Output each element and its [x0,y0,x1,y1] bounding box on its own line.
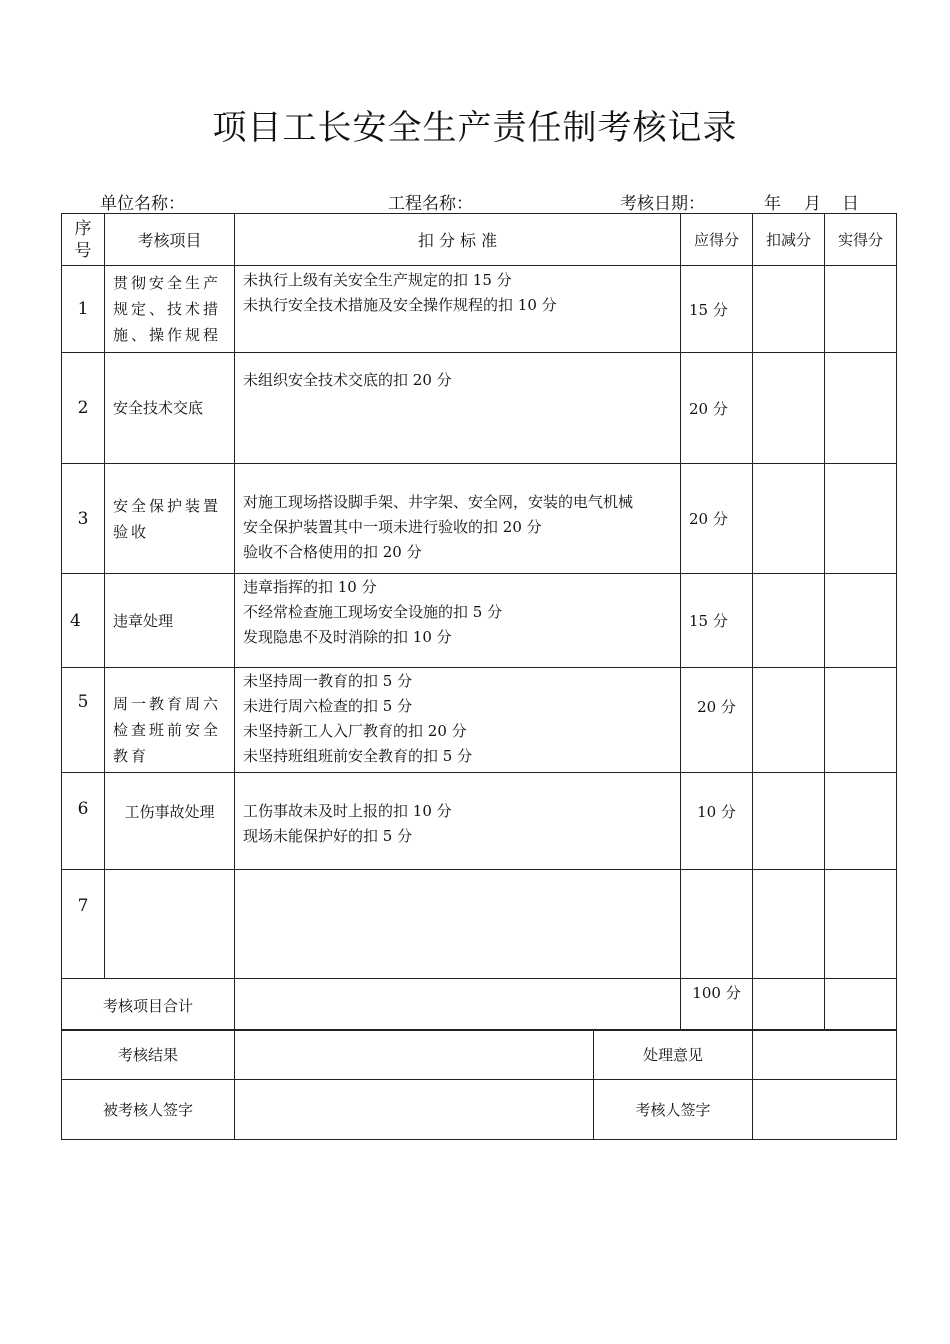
row-seq: 7 [62,870,105,979]
header-criteria: 扣 分 标 准 [235,214,681,266]
signature-row [62,1080,897,1140]
table-row [62,773,897,870]
header-actual-score: 实得分 [825,214,897,266]
row-actual-score[interactable] [825,353,897,464]
row-item: 安全技术交底 [105,353,235,464]
table-row [62,353,897,464]
row-criteria: 未执行上级有关安全生产规定的扣 15 分 未执行安全技术措施及安全操作规程的扣 10 分 [235,266,681,353]
opinion-label: 处理意见 [594,1030,753,1080]
table-row [62,870,897,979]
total-label: 考核项目合计 [62,979,235,1031]
examinee-signature-label: 被考核人签字 [62,1080,235,1140]
date-year: 年 [764,194,781,214]
unit-name-label: 单位名称： [100,194,185,214]
row-due-score[interactable] [681,870,753,979]
date-month: 月 [804,194,821,214]
date-day: 日 [842,194,859,214]
examiner-signature-value[interactable] [753,1080,897,1140]
row-deduct-score[interactable] [753,574,825,668]
row-due-score: 20 分 [681,353,753,464]
row-criteria: 工伤事故未及时上报的扣 10 分 现场未能保护好的扣 5 分 [235,773,681,870]
row-item[interactable] [105,870,235,979]
row-actual-score[interactable] [825,574,897,668]
total-actual-cell[interactable] [825,979,897,1031]
result-value[interactable] [235,1030,594,1080]
row-deduct-score[interactable] [753,870,825,979]
row-actual-score[interactable] [825,773,897,870]
row-actual-score[interactable] [825,870,897,979]
assessment-table [61,213,897,1031]
row-deduct-score[interactable] [753,668,825,773]
row-seq: 2 [62,353,105,464]
result-label: 考核结果 [62,1030,235,1080]
table-row [62,574,897,668]
table-row [62,464,897,574]
header-deduct-score: 扣减分 [753,214,825,266]
header-due-score: 应得分 [681,214,753,266]
result-row [62,1030,897,1080]
row-seq: 1 [62,266,105,353]
row-actual-score[interactable] [825,464,897,574]
table-row [62,668,897,773]
header-seq: 序 号 [62,214,105,266]
row-due-score: 20 分 [681,464,753,574]
row-seq: 3 [62,464,105,574]
row-seq: 5 [62,668,105,773]
table-row [62,266,897,353]
total-deduct-cell[interactable] [753,979,825,1031]
project-name-label: 工程名称： [388,194,473,214]
examiner-signature-label: 考核人签字 [594,1080,753,1140]
row-due-score: 15 分 [681,266,753,353]
row-due-score: 15 分 [681,574,753,668]
row-deduct-score[interactable] [753,266,825,353]
examinee-signature-value[interactable] [235,1080,594,1140]
row-due-score: 10 分 [681,773,753,870]
row-actual-score[interactable] [825,266,897,353]
row-item: 周一教育周六检查班前安全教育 [105,668,235,773]
row-criteria: 未坚持周一教育的扣 5 分 未进行周六检查的扣 5 分 未坚持新工人入厂教育的扣 20 分 未坚持班组班前安全教育的扣 5 分 [235,668,681,773]
total-score: 100 分 [681,979,753,1031]
assessment-date-label: 考核日期： [620,194,705,214]
row-seq: 4 [62,574,105,668]
row-item: 安全保护装置验收 [105,464,235,574]
row-due-score: 20 分 [681,668,753,773]
table-header-row [62,214,897,266]
opinion-value[interactable] [753,1030,897,1080]
header-item: 考核项目 [105,214,235,266]
row-criteria[interactable] [235,870,681,979]
result-table [61,1029,897,1140]
row-item: 违章处理 [105,574,235,668]
total-row [62,979,897,1031]
row-item: 工伤事故处理 [105,773,235,870]
total-criteria-cell[interactable] [235,979,681,1031]
row-deduct-score[interactable] [753,464,825,574]
row-criteria: 对施工现场搭设脚手架、井字架、安全网，安装的电气机械 安全保护装置其中一项未进行验收的扣 20 分 验收不合格使用的扣 20 分 [235,464,681,574]
row-actual-score[interactable] [825,668,897,773]
row-seq: 6 [62,773,105,870]
row-criteria: 违章指挥的扣 10 分 不经常检查施工现场安全设施的扣 5 分 发现隐患不及时消除的扣 10 分 [235,574,681,668]
document-title: 项目工长安全生产责任制考核记录 [212,108,738,148]
row-deduct-score[interactable] [753,773,825,870]
row-criteria: 未组织安全技术交底的扣 20 分 [235,353,681,464]
row-item: 贯彻安全生产规定、技术措施、操作规程 [105,266,235,353]
row-deduct-score[interactable] [753,353,825,464]
